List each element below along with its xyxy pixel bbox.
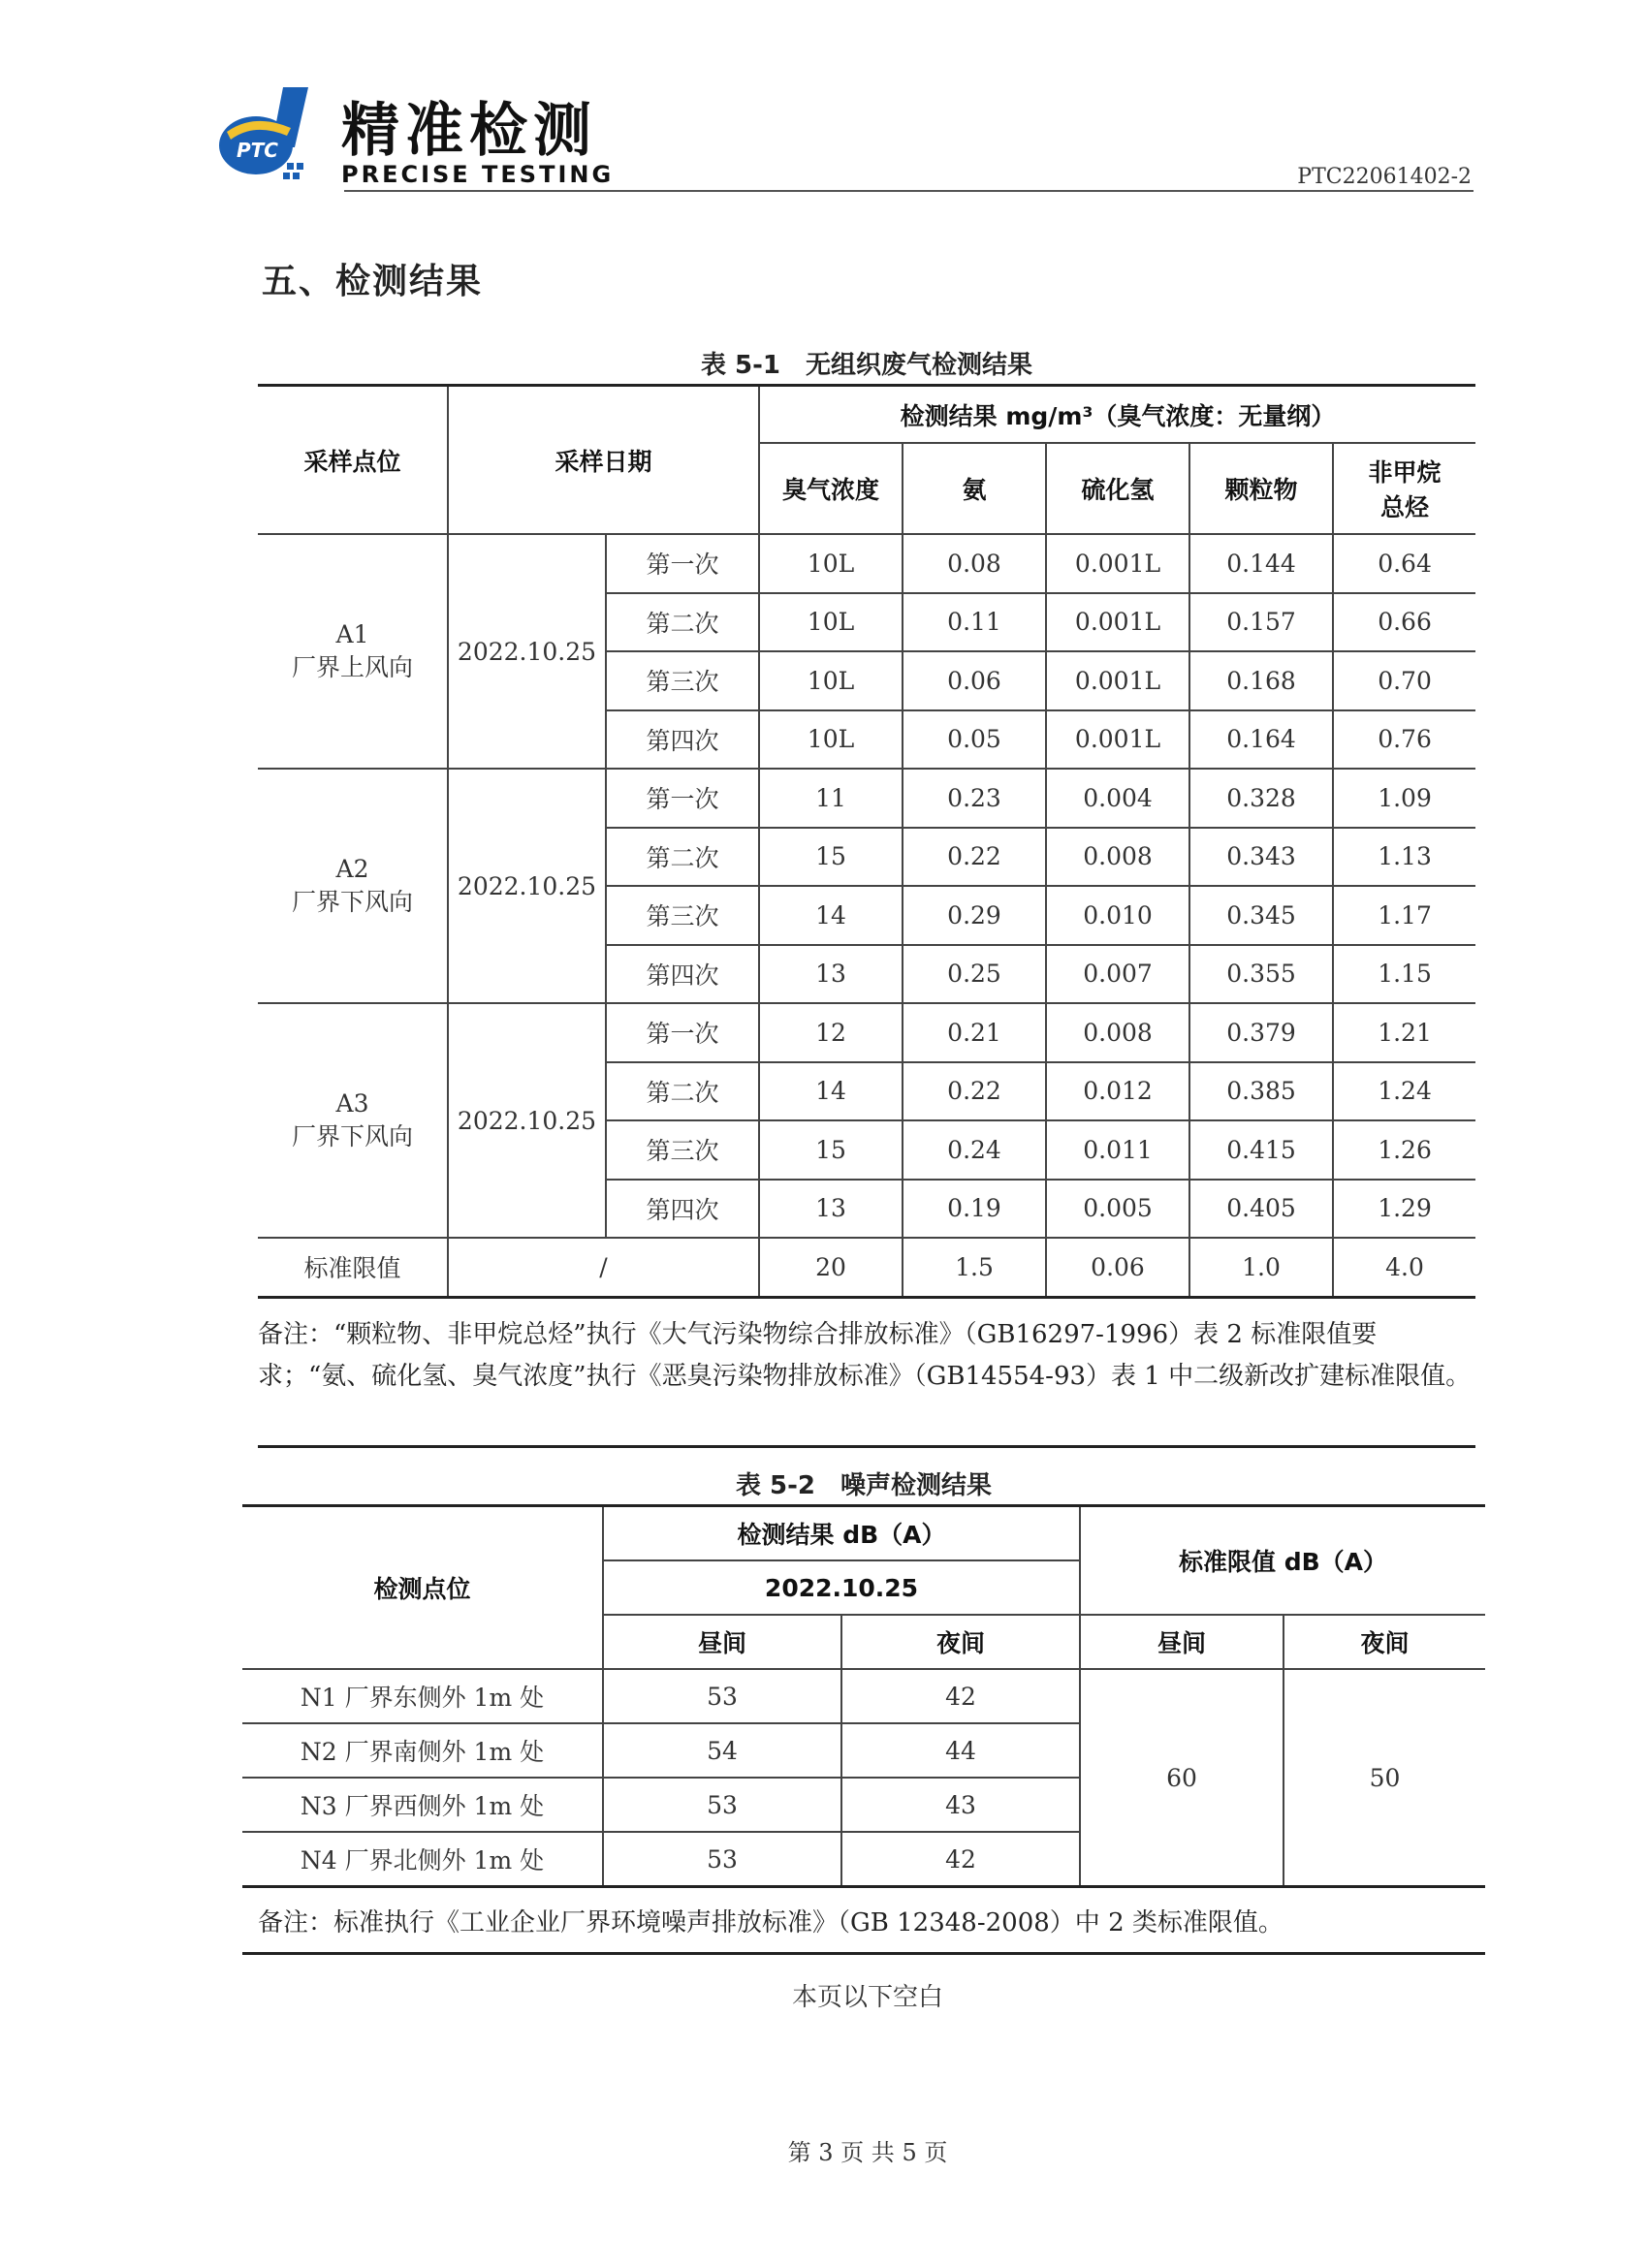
col-header-point: 检测点位 <box>242 1506 603 1670</box>
value-cell: 1.17 <box>1333 886 1475 945</box>
value-cell: 0.11 <box>903 593 1046 652</box>
value-cell: 10L <box>759 710 903 770</box>
brand-name-en: PRECISE TESTING <box>341 161 615 188</box>
col-header-date: 2022.10.25 <box>603 1560 1080 1615</box>
point-a2: A2 厂界下风向 <box>258 769 448 1003</box>
table2-caption: 表 5-2 噪声检测结果 <box>735 1471 993 1500</box>
noise-point: N3 厂界西侧外 1m 处 <box>242 1778 603 1832</box>
col-header-limit-day: 昼间 <box>1080 1615 1284 1669</box>
col-header-h2s: 硫化氢 <box>1046 443 1189 534</box>
sample-time: 第三次 <box>606 1120 759 1180</box>
value-cell: 0.66 <box>1333 593 1475 652</box>
value-cell: 1.21 <box>1333 1003 1475 1062</box>
value-cell: 11 <box>759 769 903 828</box>
value-cell: 0.001L <box>1046 651 1189 710</box>
value-cell: 0.06 <box>903 651 1046 710</box>
noise-night-value: 42 <box>841 1669 1080 1723</box>
sample-time: 第四次 <box>606 1180 759 1239</box>
col-header-ammonia: 氨 <box>903 443 1046 534</box>
value-cell: 0.08 <box>903 534 1046 593</box>
col-header-date: 采样日期 <box>448 386 759 535</box>
sample-time: 第三次 <box>606 651 759 710</box>
value-cell: 13 <box>759 1180 903 1239</box>
table1-note: 备注：“颗粒物、非甲烷总烃”执行《大气污染物综合排放标准》（GB16297-1996）表 2 标准限值要求；“氨、硫化氢、臭气浓度”执行《恶臭污染物排放标准》（GB14554-93）表 1 中二级新改扩建标准限值。 <box>258 1320 1472 1391</box>
value-cell: 0.345 <box>1189 886 1333 945</box>
blank-page-note: 本页以下空白 <box>791 1983 943 2012</box>
value-cell: 10L <box>759 534 903 593</box>
value-cell: 0.385 <box>1189 1062 1333 1121</box>
ptc-logo <box>215 85 332 192</box>
table2-note: 备注：标准执行《工业企业厂界环境噪声排放标准》（GB 12348-2008）中 2 类标准限值。 <box>258 1908 1284 1937</box>
value-cell: 10L <box>759 651 903 710</box>
value-cell: 1.26 <box>1333 1120 1475 1180</box>
value-cell: 14 <box>759 886 903 945</box>
value-cell: 12 <box>759 1003 903 1062</box>
sample-time: 第二次 <box>606 593 759 652</box>
col-header-limit-night: 夜间 <box>1284 1615 1485 1669</box>
limit-value: 1.5 <box>903 1238 1046 1297</box>
value-cell: 0.379 <box>1189 1003 1333 1062</box>
value-cell: 1.29 <box>1333 1180 1475 1239</box>
noise-point: N2 厂界南侧外 1m 处 <box>242 1723 603 1778</box>
value-cell: 0.004 <box>1046 769 1189 828</box>
col-header-result-group: 检测结果 dB（A） <box>603 1506 1080 1561</box>
value-cell: 0.328 <box>1189 769 1333 828</box>
col-header-day: 昼间 <box>603 1615 841 1669</box>
sample-time: 第二次 <box>606 828 759 887</box>
value-cell: 0.05 <box>903 710 1046 770</box>
value-cell: 15 <box>759 1120 903 1180</box>
col-header-particulate: 颗粒物 <box>1189 443 1333 534</box>
noise-point: N1 厂界东侧外 1m 处 <box>242 1669 603 1723</box>
noise-day-value: 53 <box>603 1669 841 1723</box>
value-cell: 1.13 <box>1333 828 1475 887</box>
value-cell: 0.22 <box>903 828 1046 887</box>
value-cell: 0.355 <box>1189 945 1333 1004</box>
logo-text: PTC <box>237 139 278 162</box>
value-cell: 0.001L <box>1046 534 1189 593</box>
value-cell: 0.21 <box>903 1003 1046 1062</box>
value-cell: 1.09 <box>1333 769 1475 828</box>
brand-name-cn: 精准检测 <box>341 97 597 165</box>
col-header-odor: 臭气浓度 <box>759 443 903 534</box>
sample-time: 第四次 <box>606 945 759 1004</box>
value-cell: 0.29 <box>903 886 1046 945</box>
value-cell: 10L <box>759 593 903 652</box>
date-a3: 2022.10.25 <box>448 1003 606 1238</box>
limit-label: 标准限值 <box>258 1238 448 1297</box>
noise-point: N4 厂界北侧外 1m 处 <box>242 1832 603 1887</box>
table1-note-divider <box>258 1445 1475 1448</box>
value-cell: 0.405 <box>1189 1180 1333 1239</box>
value-cell: 1.15 <box>1333 945 1475 1004</box>
sample-time: 第一次 <box>606 1003 759 1062</box>
value-cell: 0.343 <box>1189 828 1333 887</box>
value-cell: 0.164 <box>1189 710 1333 770</box>
value-cell: 0.001L <box>1046 710 1189 770</box>
value-cell: 13 <box>759 945 903 1004</box>
noise-results-table <box>242 1504 1485 1888</box>
value-cell: 0.76 <box>1333 710 1475 770</box>
value-cell: 0.005 <box>1046 1180 1189 1239</box>
value-cell: 0.22 <box>903 1062 1046 1121</box>
value-cell: 0.010 <box>1046 886 1189 945</box>
sample-time: 第一次 <box>606 769 759 828</box>
col-header-point: 采样点位 <box>258 386 448 535</box>
sample-time: 第三次 <box>606 886 759 945</box>
col-header-limit-group: 标准限值 dB（A） <box>1080 1506 1485 1616</box>
limit-value: 0.06 <box>1046 1238 1189 1297</box>
value-cell: 0.70 <box>1333 651 1475 710</box>
noise-day-value: 53 <box>603 1778 841 1832</box>
value-cell: 0.008 <box>1046 1003 1189 1062</box>
sample-time: 第二次 <box>606 1062 759 1121</box>
sample-time: 第四次 <box>606 710 759 770</box>
section-title: 五、检测结果 <box>262 262 484 301</box>
col-header-nmhc: 非甲烷总烃 <box>1333 443 1475 534</box>
value-cell: 0.007 <box>1046 945 1189 1004</box>
value-cell: 15 <box>759 828 903 887</box>
value-cell: 0.19 <box>903 1180 1046 1239</box>
table2-note-divider <box>242 1952 1485 1955</box>
value-cell: 1.24 <box>1333 1062 1475 1121</box>
table1-caption: 表 5-1 无组织废气检测结果 <box>700 351 1033 380</box>
value-cell: 0.64 <box>1333 534 1475 593</box>
value-cell: 0.415 <box>1189 1120 1333 1180</box>
noise-day-value: 53 <box>603 1832 841 1887</box>
value-cell: 0.012 <box>1046 1062 1189 1121</box>
limit-day-value: 60 <box>1080 1669 1284 1887</box>
noise-night-value: 42 <box>841 1832 1080 1887</box>
noise-night-value: 44 <box>841 1723 1080 1778</box>
point-a1: A1 厂界上风向 <box>258 534 448 769</box>
date-a2: 2022.10.25 <box>448 769 606 1003</box>
air-results-table <box>258 384 1475 1299</box>
limit-value: 4.0 <box>1333 1238 1475 1297</box>
point-a3: A3 厂界下风向 <box>258 1003 448 1238</box>
limit-date: / <box>448 1238 759 1297</box>
value-cell: 0.157 <box>1189 593 1333 652</box>
value-cell: 0.008 <box>1046 828 1189 887</box>
date-a1: 2022.10.25 <box>448 534 606 769</box>
value-cell: 0.144 <box>1189 534 1333 593</box>
value-cell: 0.001L <box>1046 593 1189 652</box>
value-cell: 0.24 <box>903 1120 1046 1180</box>
header-divider <box>344 190 1474 192</box>
col-header-night: 夜间 <box>841 1615 1080 1669</box>
noise-day-value: 54 <box>603 1723 841 1778</box>
report-number: PTC22061402-2 <box>1297 165 1472 189</box>
value-cell: 14 <box>759 1062 903 1121</box>
value-cell: 0.011 <box>1046 1120 1189 1180</box>
noise-night-value: 43 <box>841 1778 1080 1832</box>
page-number: 第 3 页 共 5 页 <box>787 2139 948 2166</box>
sample-time: 第一次 <box>606 534 759 593</box>
value-cell: 0.25 <box>903 945 1046 1004</box>
limit-value: 20 <box>759 1238 903 1297</box>
limit-value: 1.0 <box>1189 1238 1333 1297</box>
value-cell: 0.23 <box>903 769 1046 828</box>
limit-night-value: 50 <box>1284 1669 1485 1887</box>
value-cell: 0.168 <box>1189 651 1333 710</box>
col-header-result-group: 检测结果 mg/m³（臭气浓度：无量纲） <box>759 386 1475 444</box>
